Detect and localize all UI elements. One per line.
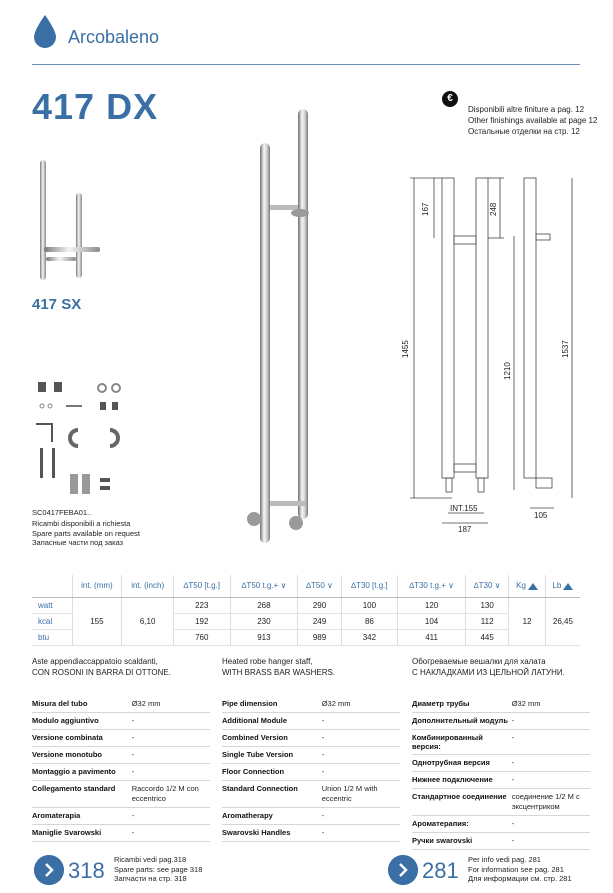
detail-value: - xyxy=(511,836,515,845)
spare-parts-code: SC0417FEBA01.. xyxy=(32,508,92,517)
detail-label: Maniglie Svarowski xyxy=(32,828,102,837)
detail-value: - xyxy=(321,716,325,725)
detail-value: - xyxy=(131,828,135,837)
detail-label: Misura del tubo xyxy=(32,699,88,708)
detail-value: - xyxy=(131,716,135,725)
description-it xyxy=(32,656,171,678)
dim-187: 187 xyxy=(458,525,472,534)
value-cell: 760 xyxy=(173,629,230,645)
detail-row xyxy=(412,713,590,730)
spare-parts-ref-ru: Запчасти на стр. 318 xyxy=(114,874,187,883)
detail-value: Ø32 mm xyxy=(131,699,161,708)
product-thumbnail-image xyxy=(30,155,104,285)
description-en xyxy=(222,656,335,678)
detail-label: Collegamento standard xyxy=(32,784,116,793)
spec-header-dt50-tg-v: ∆T50 t.g.+ ∨ xyxy=(230,575,298,597)
detail-label: Single Tube Version xyxy=(222,750,294,759)
value-cell: 120 xyxy=(398,597,466,613)
detail-row xyxy=(412,730,590,755)
spec-header-dt50-tg: ∆T50 [t.g.] xyxy=(173,575,230,597)
spare-parts-image xyxy=(30,378,130,498)
info-reference xyxy=(468,855,572,884)
detail-value: - xyxy=(131,811,135,820)
detail-row xyxy=(412,755,590,772)
value-cell: 342 xyxy=(341,629,398,645)
detail-row xyxy=(222,825,400,842)
detail-label: Ароматерапия: xyxy=(412,819,469,828)
detail-label: Стандартное соединение xyxy=(412,792,507,801)
table-row xyxy=(32,597,580,613)
description-en-line: WITH BRASS BAR WASHERS. xyxy=(222,668,336,677)
spec-header-dt30-tg: ∆T30 [t.g.] xyxy=(341,575,398,597)
detail-row xyxy=(32,764,210,781)
detail-row xyxy=(222,808,400,825)
detail-label: Aromaterapia xyxy=(32,811,81,820)
spec-header-lb xyxy=(545,575,580,597)
detail-value: - xyxy=(131,767,135,776)
value-cell: 913 xyxy=(230,629,298,645)
value-cell: 130 xyxy=(466,597,509,613)
detail-label: Дополнительный модуль xyxy=(412,716,508,725)
finishes-note xyxy=(468,104,597,137)
detail-value: - xyxy=(511,775,515,784)
description-it-line: Aste appendiaccappatoio scaldanti, xyxy=(32,657,158,666)
int-inch-cell: 6,10 xyxy=(122,597,174,645)
water-drop-icon xyxy=(32,14,58,50)
finishes-note-en: Other finishings available at page 12 xyxy=(468,116,598,125)
dim-1455: 1455 xyxy=(401,340,410,358)
spec-header-dt50-v: ∆T50 ∨ xyxy=(298,575,341,597)
spec-header-kg xyxy=(509,575,546,597)
detail-row xyxy=(32,696,210,713)
spec-table-header-row xyxy=(32,575,580,597)
value-cell: 411 xyxy=(398,629,466,645)
detail-label: Однотрубная версия xyxy=(412,758,490,767)
spec-header-dt30-v: ∆T30 ∨ xyxy=(466,575,509,597)
spare-parts-note-ru: Запасные части под заказ xyxy=(32,538,124,547)
arrow-right-icon[interactable] xyxy=(34,855,64,885)
lb-cell: 26,45 xyxy=(545,597,580,645)
detail-value: - xyxy=(321,750,325,759)
detail-value: Union 1/2 M with eccentric xyxy=(321,784,378,803)
detail-row xyxy=(412,816,590,833)
unit-label: kcal xyxy=(32,613,72,629)
finishes-note-ru: Остальные отделки на стр. 12 xyxy=(468,127,580,136)
spare-parts-note-it: Ricambi disponibili a richiesta xyxy=(32,519,131,528)
spare-parts-ref-it: Ricambi vedi pag.318 xyxy=(114,855,187,864)
brand-name: Arcobaleno xyxy=(68,27,160,47)
detail-row xyxy=(32,808,210,825)
dim-int-155: INT.155 xyxy=(450,504,478,513)
detail-label: Комбинированный версия: xyxy=(412,733,483,751)
value-cell: 100 xyxy=(341,597,398,613)
detail-label: Pipe dimension xyxy=(222,699,278,708)
spare-parts-ref-en: Spare parts: see page 318 xyxy=(114,864,203,874)
detail-row xyxy=(32,825,210,842)
description-it-line: CON ROSONI IN BARRA DI OTTONE. xyxy=(32,668,171,677)
detail-value: - xyxy=(321,811,325,820)
detail-value: - xyxy=(321,733,325,742)
detail-row xyxy=(222,713,400,730)
dim-167: 167 xyxy=(421,202,430,216)
detail-row xyxy=(222,781,400,808)
value-cell: 290 xyxy=(298,597,341,613)
detail-value: - xyxy=(131,733,135,742)
spare-parts-reference xyxy=(114,855,202,884)
detail-value: - xyxy=(511,819,515,828)
detail-label: Versione combinata xyxy=(32,733,103,742)
detail-label: Modulo aggiuntivo xyxy=(32,716,99,725)
dim-105: 105 xyxy=(534,511,548,520)
info-ref-en: For information see pag. 281 xyxy=(468,864,564,874)
detail-label: Aromatherapy xyxy=(222,811,273,820)
detail-row xyxy=(412,696,590,713)
spec-header-empty xyxy=(32,575,72,597)
description-en-line: Heated robe hanger staff, xyxy=(222,657,313,666)
spec-header-int-mm: int. (mm) xyxy=(72,575,122,597)
header-divider xyxy=(32,64,580,65)
detail-row xyxy=(32,713,210,730)
detail-row xyxy=(32,747,210,764)
product-main-image xyxy=(230,105,330,550)
detail-label: Нижнее подключение xyxy=(412,775,493,784)
info-ref-ru: Для информации см. стр. 281 xyxy=(468,874,572,883)
product-title: 417 DX xyxy=(32,86,159,127)
detail-label: Swarovski Handles xyxy=(222,828,291,837)
detail-row xyxy=(412,833,590,850)
value-cell: 445 xyxy=(466,629,509,645)
info-page-link[interactable]: 281 xyxy=(422,858,459,883)
detail-label: Floor Connection xyxy=(222,767,285,776)
arrow-right-icon[interactable] xyxy=(388,855,418,885)
value-cell: 268 xyxy=(230,597,298,613)
detail-label: Versione monotubo xyxy=(32,750,103,759)
info-ref-it: Per info vedi pag. 281 xyxy=(468,855,541,864)
description-ru-line: Обогреваемые вешалки для халата xyxy=(412,657,546,666)
unit-label: btu xyxy=(32,629,72,645)
spec-header-int-inch: int. (inch) xyxy=(122,575,174,597)
detail-label: Диаметр трубы xyxy=(412,699,470,708)
detail-value: - xyxy=(131,750,135,759)
details-list-en xyxy=(222,696,400,842)
detail-row xyxy=(222,764,400,781)
finishes-note-it: Disponibili altre finiture a pag. 12 xyxy=(468,105,585,114)
detail-row xyxy=(222,730,400,747)
value-cell: 989 xyxy=(298,629,341,645)
detail-row xyxy=(412,772,590,789)
detail-label: Combined Version xyxy=(222,733,288,742)
spare-parts-page-link[interactable]: 318 xyxy=(68,858,105,883)
value-cell: 192 xyxy=(173,613,230,629)
spec-header-lb-label: Lb xyxy=(552,581,562,591)
detail-row xyxy=(32,781,210,808)
value-cell: 104 xyxy=(398,613,466,629)
detail-label: Ручки swarovski xyxy=(412,836,473,845)
value-cell: 230 xyxy=(230,613,298,629)
spare-parts-note xyxy=(32,519,140,548)
details-list-it xyxy=(32,696,210,842)
unit-label: watt xyxy=(32,597,72,613)
detail-value: Ø32 mm xyxy=(511,699,541,708)
value-cell: 223 xyxy=(173,597,230,613)
detail-label: Standard Connection xyxy=(222,784,298,793)
value-cell: 86 xyxy=(341,613,398,629)
detail-value: - xyxy=(511,733,515,742)
dim-248: 248 xyxy=(489,202,498,216)
detail-value: - xyxy=(321,767,325,776)
product-variant-title: 417 SX xyxy=(32,296,82,313)
spec-table xyxy=(32,575,580,646)
detail-value: - xyxy=(511,758,515,767)
detail-label: Additional Module xyxy=(222,716,287,725)
detail-value: Ø32 mm xyxy=(321,699,351,708)
value-cell: 249 xyxy=(298,613,341,629)
description-ru xyxy=(412,656,565,678)
details-list-ru xyxy=(412,696,590,850)
dim-1537: 1537 xyxy=(561,340,570,358)
weight-icon xyxy=(528,583,538,590)
weight-icon xyxy=(563,583,573,590)
spare-parts-note-en: Spare parts available on request xyxy=(32,528,140,538)
description-ru-line: С НАКЛАДКАМИ ИЗ ЦЕЛЬНОЙ ЛАТУНИ. xyxy=(412,668,565,677)
euro-icon: € xyxy=(442,91,458,107)
detail-row xyxy=(412,789,590,816)
detail-row xyxy=(222,696,400,713)
detail-label: Montaggio a pavimento xyxy=(32,767,116,776)
spec-header-kg-label: Kg xyxy=(516,581,526,591)
detail-value: соединение 1/2 M с эксцентриком xyxy=(511,792,580,811)
detail-row xyxy=(222,747,400,764)
kg-cell: 12 xyxy=(509,597,546,645)
spec-header-dt30-tg-v: ∆T30 t.g.+ ∨ xyxy=(398,575,466,597)
dim-1210: 1210 xyxy=(503,362,512,380)
detail-value: - xyxy=(511,716,515,725)
detail-row xyxy=(32,730,210,747)
detail-value: - xyxy=(321,828,325,837)
value-cell: 112 xyxy=(466,613,509,629)
detail-value: Raccordo 1/2 M con eccentrico xyxy=(131,784,199,803)
technical-drawing xyxy=(396,168,586,538)
int-mm-cell: 155 xyxy=(72,597,122,645)
